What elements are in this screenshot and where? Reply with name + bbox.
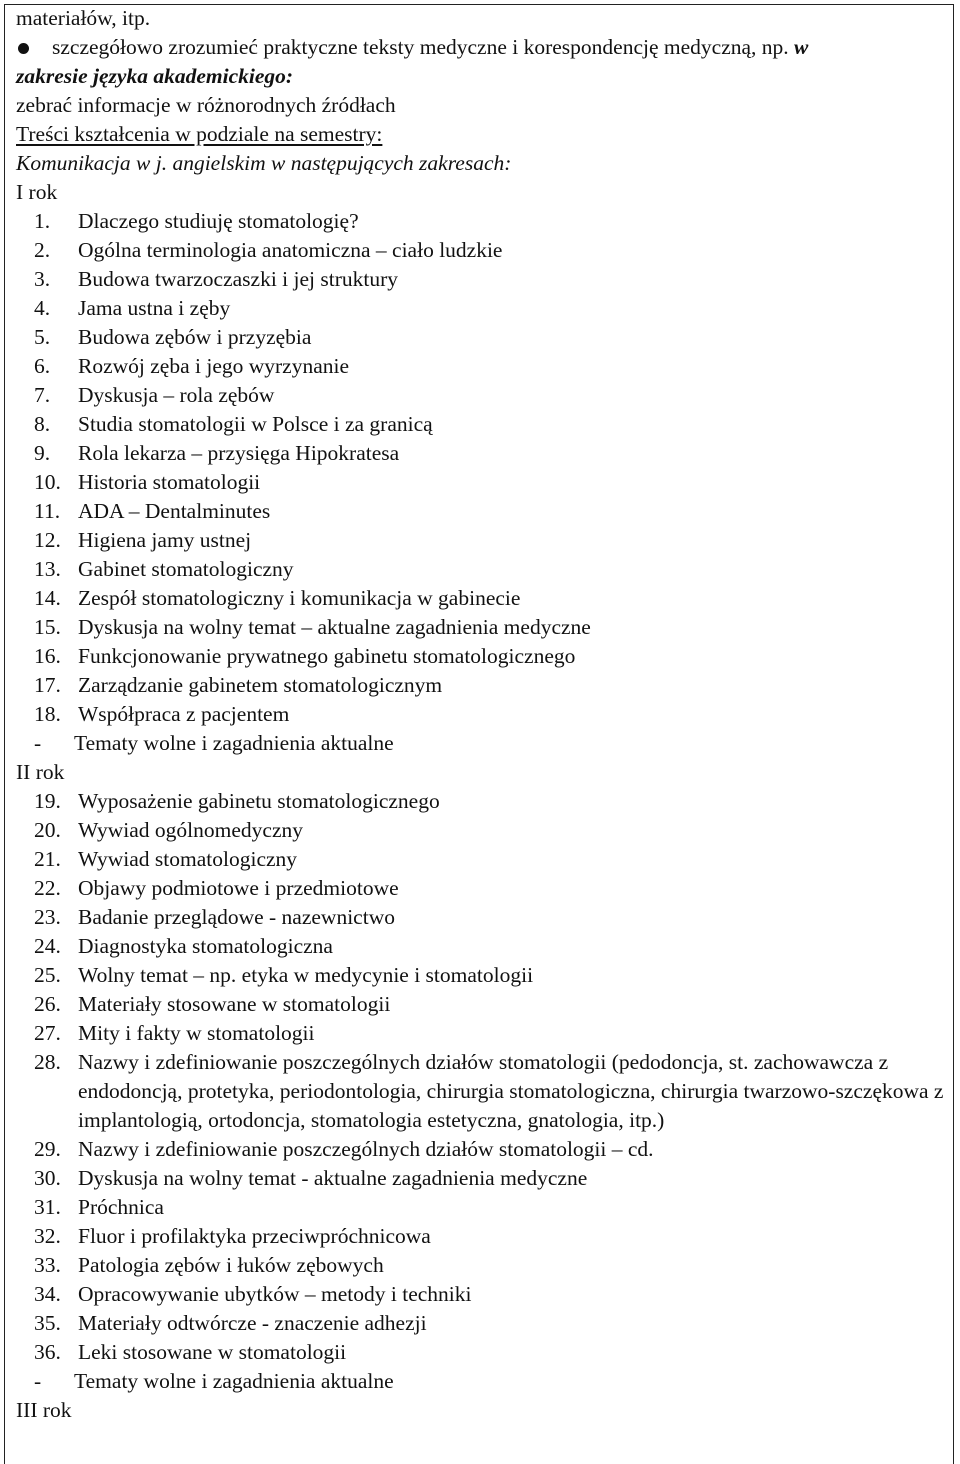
topic-text: Higiena jamy ustnej [78,528,252,552]
topic-number: 21. [34,847,61,871]
semester-heading: Treści kształcenia w podziale na semestry: [16,122,383,146]
topic-text: Nazwy i zdefiniowanie poszczególnych działów stomatologii (pedodoncja, st. zachowawcza z endodoncją, protetyka, periodontologia, chirurgia stomatologiczna, chirurgia twarzowo-szczękowa z implantologią, ortodoncja, stomatologia estetyczna, gnatologia, itp.) [78,1050,944,1132]
topic-number: 36. [34,1340,61,1364]
topic-text: Materiały stosowane w stomatologii [78,992,391,1016]
topic-text: Objawy podmiotowe i przedmiotowe [78,876,399,900]
topic-item [16,207,946,236]
topic-number: 15. [34,615,61,639]
topic-text: Materiały odtwórcze - znaczenie adhezji [78,1311,427,1335]
bullet-dot-icon [18,43,29,54]
topic-item [16,816,946,845]
topic-number: 22. [34,876,61,900]
topic-number: 10. [34,470,61,494]
topic-item [16,352,946,381]
topic-number: 35. [34,1311,61,1335]
topic-text: Badanie przeglądowe - nazewnictwo [78,905,395,929]
topic-number: 3. [34,267,51,291]
dash-item-text: Tematy wolne i zagadnienia aktualne [74,1369,394,1393]
topic-number: 24. [34,934,61,958]
topic-number: 20. [34,818,61,842]
topic-item [16,642,946,671]
topic-item [16,323,946,352]
topic-number: 16. [34,644,61,668]
topic-number: 26. [34,992,61,1016]
topic-text: Dyskusja na wolny temat – aktualne zagadnienia medyczne [78,615,591,639]
topic-number: 23. [34,905,61,929]
topic-text: Współpraca z pacjentem [78,702,290,726]
topic-item [16,526,946,555]
dash-marker: - [34,1369,42,1393]
topic-text: Wywiad stomatologiczny [78,847,298,871]
topic-text: Patologia zębów i łuków zębowych [78,1253,384,1277]
topic-number: 18. [34,702,61,726]
topic-number: 11. [34,499,61,523]
topic-number: 31. [34,1195,61,1219]
topic-number: 33. [34,1253,61,1277]
topic-text: Opracowywanie ubytków – metody i techniki [78,1282,472,1306]
year2-dash-item [16,1367,946,1396]
topic-item [16,439,946,468]
topic-text: Ogólna terminologia anatomiczna – ciało ludzkie [78,238,503,262]
topic-text: Mity i fakty w stomatologii [78,1021,315,1045]
topic-item [16,874,946,903]
topic-item [16,555,946,584]
dash-marker: - [34,731,42,755]
topic-item [16,584,946,613]
topic-number: 6. [34,354,51,378]
topic-text: Budowa twarzoczaszki i jej struktury [78,267,399,291]
topic-text: Jama ustna i zęby [78,296,231,320]
year3-label: III rok [16,1398,72,1422]
topic-text: Wywiad ogólnomedyczny [78,818,303,842]
topic-number: 7. [34,383,51,407]
topic-item [16,1164,946,1193]
topic-number: 4. [34,296,51,320]
topic-text: Dyskusja na wolny temat - aktualne zagadnienia medyczne [78,1166,588,1190]
topic-text: Gabinet stomatologiczny [78,557,294,581]
topic-number: 17. [34,673,61,697]
topic-item [16,1193,946,1222]
topic-text: Zespół stomatologiczny i komunikacja w gabinecie [78,586,521,610]
topic-item [16,1222,946,1251]
topic-number: 25. [34,963,61,987]
topic-text: Budowa zębów i przyzębia [78,325,312,349]
topic-text: Nazwy i zdefiniowanie poszczególnych działów stomatologii – cd. [78,1137,654,1161]
topic-text: Próchnica [78,1195,164,1219]
topic-item [16,1019,946,1048]
dash-item-text: Tematy wolne i zagadnienia aktualne [74,731,394,755]
topic-item [16,932,946,961]
topic-text: Dlaczego studiuję stomatologię? [78,209,359,233]
topic-number: 13. [34,557,61,581]
year2-label: II rok [16,760,65,784]
bullet-bold-tail: w [794,35,809,59]
topic-text: Rozwój zęba i jego wyrzynanie [78,354,350,378]
topic-number: 19. [34,789,61,813]
academic-heading: zakresie języka akademickiego: [16,64,294,88]
topic-number: 12. [34,528,61,552]
topic-text: Fluor i profilaktyka przeciwpróchnicowa [78,1224,431,1248]
topic-item [16,613,946,642]
topic-item [16,1251,946,1280]
topic-text: Dyskusja – rola zębów [78,383,275,407]
year1-label: I rok [16,180,58,204]
topic-item [16,265,946,294]
topic-text: ADA – Dentalminutes [78,499,271,523]
topic-number: 5. [34,325,51,349]
topic-item [16,961,946,990]
topic-item [16,1048,946,1135]
topic-number: 9. [34,441,51,465]
topic-item [16,294,946,323]
topic-number: 28. [34,1050,61,1074]
topic-item [16,845,946,874]
bullet-text: szczegółowo zrozumieć praktyczne teksty medyczne i korespondencję medyczną, np. [52,35,789,59]
year2-topic-list [16,787,946,1367]
topic-number: 2. [34,238,51,262]
topic-text: Funkcjonowanie prywatnego gabinetu stomatologicznego [78,644,576,668]
topic-item [16,236,946,265]
year1-topic-list [16,207,946,729]
topic-text: Studia stomatologii w Polsce i za granicą [78,412,433,436]
topic-item [16,1280,946,1309]
topic-item [16,381,946,410]
topic-text: Wolny temat – np. etyka w medycynie i stomatologii [78,963,534,987]
topic-text: Rola lekarza – przysięga Hipokratesa [78,441,400,465]
bullet-item [16,33,946,62]
year1-dash-item [16,729,946,758]
topic-item [16,787,946,816]
topic-text: Diagnostyka stomatologiczna [78,934,333,958]
topic-number: 1. [34,209,51,233]
topic-text: Wyposażenie gabinetu stomatologicznego [78,789,440,813]
topic-item [16,671,946,700]
topic-number: 32. [34,1224,61,1248]
topic-item [16,1135,946,1164]
intro-line-continuation: materiałów, itp. [16,6,151,30]
topic-item [16,1338,946,1367]
topic-item [16,700,946,729]
topic-number: 29. [34,1137,61,1161]
topic-text: Zarządzanie gabinetem stomatologicznym [78,673,443,697]
academic-item: zebrać informacje w różnorodnych źródłach [16,93,396,117]
topic-number: 27. [34,1021,61,1045]
topic-text: Historia stomatologii [78,470,261,494]
communication-heading: Komunikacja w j. angielskim w następujących zakresach: [16,151,512,175]
topic-item [16,1309,946,1338]
topic-text: Leki stosowane w stomatologii [78,1340,347,1364]
topic-item [16,990,946,1019]
topic-number: 30. [34,1166,61,1190]
topic-item [16,903,946,932]
topic-item [16,410,946,439]
topic-number: 8. [34,412,51,436]
topic-item [16,497,946,526]
topic-item [16,468,946,497]
topic-number: 14. [34,586,61,610]
topic-number: 34. [34,1282,61,1306]
document-content [16,4,946,1425]
